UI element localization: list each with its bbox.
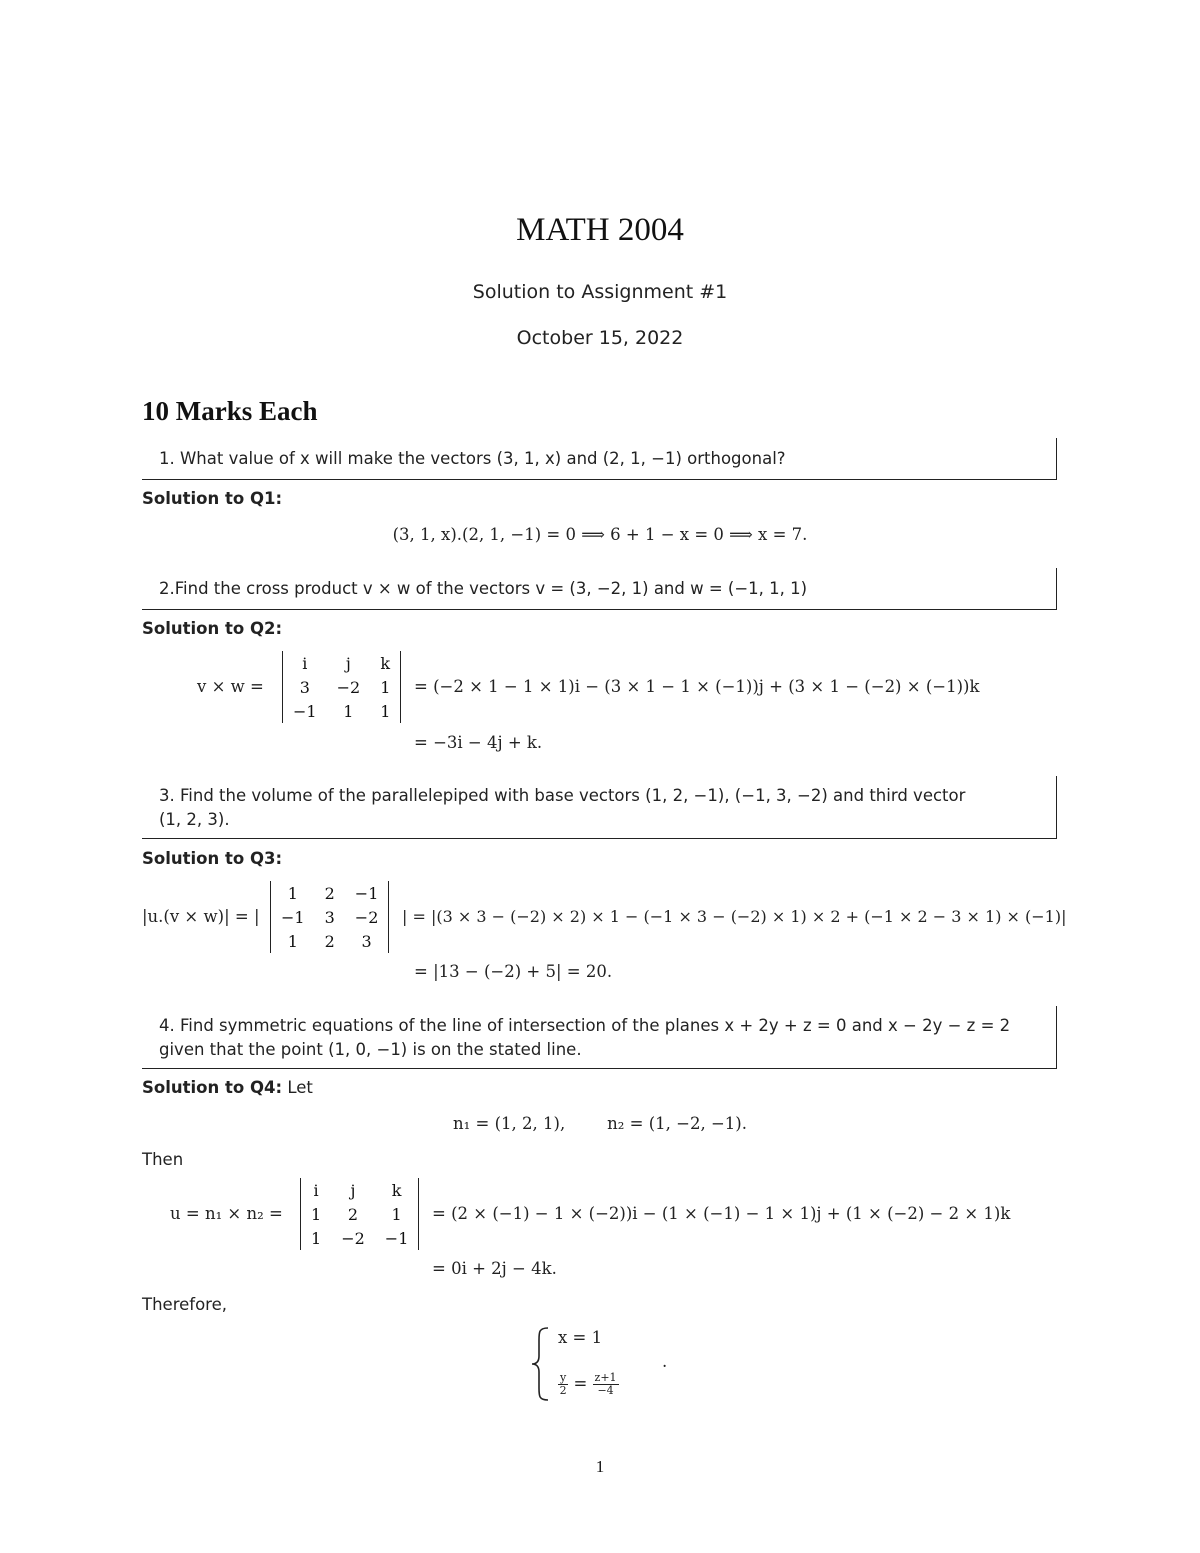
system-equation-2: $\frac{y}{2}$ = $\frac{z+1}{-4}$ — [559, 1371, 617, 1397]
solution-4-label: Solution to Q4: Let — [142, 1078, 313, 1097]
matrix-cell: j — [345, 653, 351, 673]
solution-4-result: = 0i + 2j − 4k. — [432, 1259, 557, 1278]
matrix-cell: i — [313, 1180, 319, 1200]
solution-2-determinant — [282, 651, 401, 723]
matrix-cell: 3 — [361, 931, 372, 951]
solution-2-lhs: v × w = — [197, 677, 264, 696]
matrix-cell: 3 — [299, 677, 310, 697]
matrix-cell: −1 — [354, 883, 379, 903]
matrix-cell: 1 — [380, 677, 391, 697]
section-heading: 10 Marks Each — [142, 396, 318, 426]
matrix-cell: 2 — [324, 883, 335, 903]
solution-4-intro: Let — [287, 1078, 313, 1097]
fraction: $\frac{z+1}{-4}$ — [594, 1371, 617, 1397]
fraction: $\frac{y}{2}$ — [559, 1371, 567, 1397]
solution-4-rhs: = (2 × (−1) − 1 × (−2))i − (1 × (−1) − 1 × 1)j + (1 × (−2) − 2 × 1)k — [432, 1204, 1011, 1223]
matrix-cell: −2 — [354, 907, 379, 927]
matrix-cell: −1 — [281, 907, 305, 927]
matrix-cell: k — [380, 653, 391, 673]
matrix-cell: j — [350, 1180, 356, 1200]
question-1-text: 1. What value of x will make the vectors (3, 1, x) and (2, 1, −1) orthogonal? — [159, 449, 786, 468]
matrix-cell: 1 — [391, 1204, 402, 1224]
question-3-text-line2: (1, 2, 3). — [159, 810, 230, 829]
left-brace-icon — [530, 1326, 552, 1402]
question-3-box — [142, 776, 1057, 839]
solution-1-label: Solution to Q1: — [142, 489, 283, 508]
solution-3-rhs: | = |(3 × 3 − (−2) × 2) × 1 − (−1 × 3 − (−2) × 1) × 2 + (−1 × 2 − 3 × 1) × (−1)| — [402, 907, 1067, 926]
solution-1-equation: (3, 1, x).(2, 1, −1) = 0 ⟹ 6 + 1 − x = 0 ⟹ x = 7. — [392, 525, 808, 544]
matrix-cell: 1 — [311, 1228, 322, 1248]
solution-3-lhs: |u.(v × w)| = | — [142, 907, 260, 926]
matrix-cell: 1 — [343, 701, 354, 721]
matrix-cell: i — [302, 653, 308, 673]
matrix-cell: −2 — [336, 677, 361, 697]
matrix-cell: 1 — [287, 883, 298, 903]
matrix-cell: 2 — [347, 1204, 359, 1224]
solution-2-result: = −3i − 4j + k. — [414, 733, 543, 752]
question-2-box — [142, 568, 1057, 610]
solution-2-rhs: = (−2 × 1 − 1 × 1)i − (3 × 1 − 1 × (−1))j + (3 × 1 − (−2) × (−1))k — [414, 677, 980, 696]
question-4-text-line2: given that the point (1, 0, −1) is on the stated line. — [159, 1040, 582, 1059]
matrix-cell: k — [391, 1180, 402, 1200]
matrix-cell: 1 — [287, 931, 298, 951]
matrix-cell: 1 — [380, 701, 391, 721]
question-3-text-line1: 3. Find the volume of the parallelepiped with base vectors (1, 2, −1), (−1, 3, −2) and third vector — [159, 786, 966, 805]
matrix-cell: 2 — [324, 931, 335, 951]
question-4-box — [142, 1006, 1057, 1069]
solution-4-lhs: u = n₁ × n₂ = — [170, 1204, 283, 1223]
question-4-text-line1: 4. Find symmetric equations of the line of intersection of the planes x + 2y + z = 0 and x − 2y − z = 2 — [159, 1016, 1011, 1035]
solution-3-determinant — [270, 881, 389, 953]
matrix-cell: −1 — [293, 701, 317, 721]
solution-2-label: Solution to Q2: — [142, 619, 283, 638]
solution-4-therefore: Therefore, — [142, 1295, 227, 1314]
matrix-cell: 1 — [311, 1204, 322, 1224]
question-1-box — [142, 438, 1057, 480]
page-number: 1 — [595, 1457, 605, 1476]
question-2-text: 2.Find the cross product v × w of the vectors v = (3, −2, 1) and w = (−1, 1, 1) — [159, 579, 808, 598]
solution-4-normals: n₁ = (1, 2, 1), n₂ = (1, −2, −1). — [453, 1114, 747, 1133]
matrix-cell: −1 — [384, 1228, 409, 1248]
system-equation-1: x = 1 — [558, 1328, 603, 1347]
system-trailing-period: . — [662, 1352, 668, 1371]
solution-4-determinant — [300, 1178, 419, 1250]
matrix-cell: 3 — [324, 907, 335, 927]
document-date: October 15, 2022 — [516, 327, 684, 349]
matrix-cell: −2 — [341, 1228, 365, 1248]
solution-3-label: Solution to Q3: — [142, 849, 283, 868]
document-title: MATH 2004 — [516, 212, 684, 248]
solution-3-result: = |13 − (−2) + 5| = 20. — [414, 962, 613, 981]
document-subtitle: Solution to Assignment #1 — [472, 281, 728, 303]
solution-4-then: Then — [142, 1150, 184, 1169]
